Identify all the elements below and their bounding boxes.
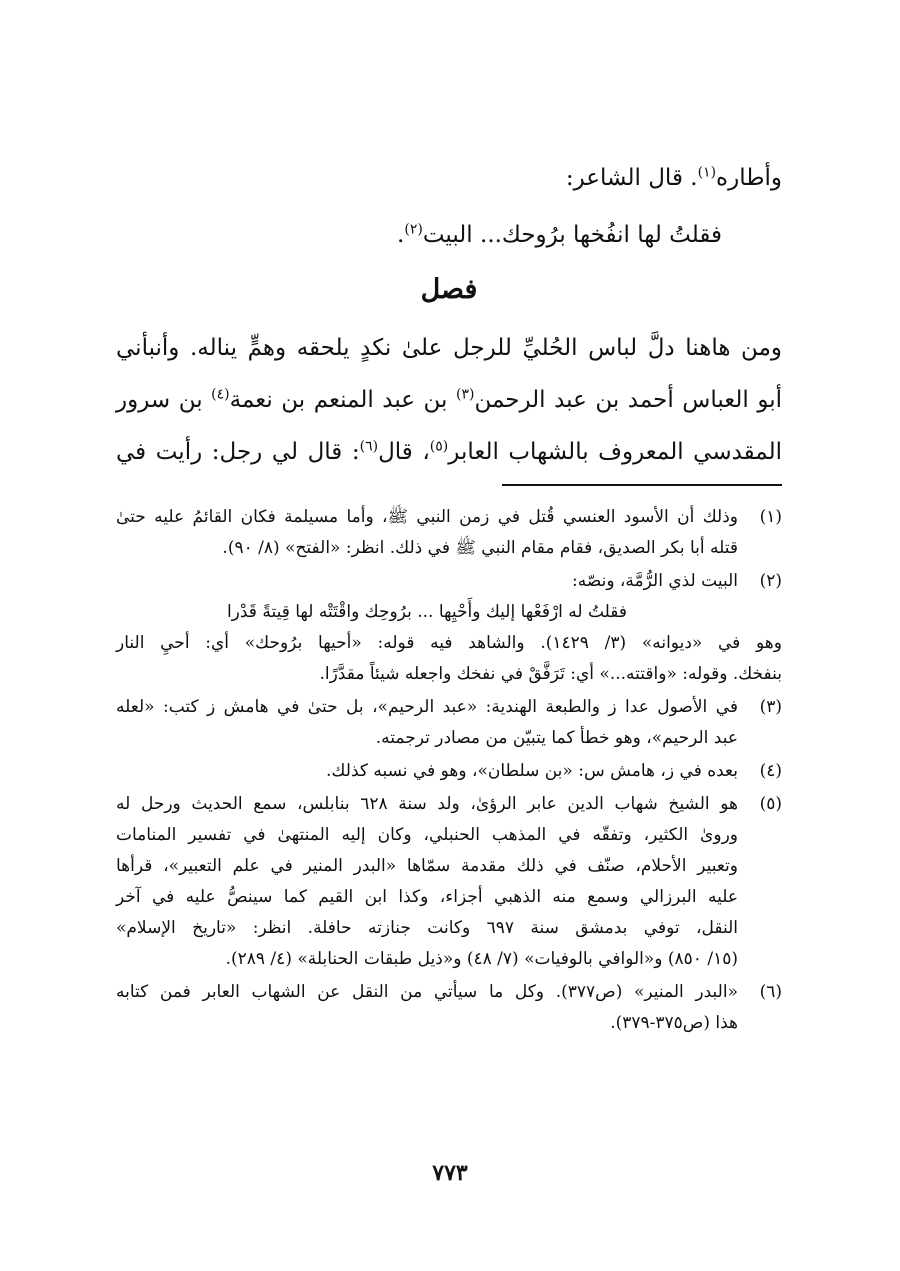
footnote-line: هذا (ص٣٧٥-٣٧٩). [610, 1013, 738, 1033]
verse-line: فقلتُ لها انفُخها برُوحك... البيت$^{(٢)}$. [397, 221, 722, 248]
footnote-number: (٥) [759, 794, 782, 814]
footnote-ref[interactable]: (٣) [455, 386, 475, 403]
footnote-line: هو الشيخ شهاب الدين عابر الرؤىٰ، ولد سنة ٦٢٨ بنابلس، سمع الحديث ورحل له [116, 794, 738, 814]
footnote-line: وذلك أن الأسود العنسي قُتل في زمن النبي ﷺ، وأما مسيلمة فكان القائمُ عليه حتىٰ [116, 507, 738, 527]
footnote-line: (١٥/ ٨٥٠) و«الوافي بالوفيات» (٧/ ٤٨) و«ذيل طبقات الحنابلة» (٤/ ٢٨٩). [225, 949, 738, 969]
footnote-line: النقل، توفي بدمشق سنة ٦٩٧ وكانت جنازته حافلة. انظر: «تاريخ الإسلام» [116, 918, 738, 938]
footnote-line: عبد الرحيم»، وهو خطأ كما يتبيّن من مصادر ترجمته. [375, 728, 738, 748]
footnote-verse: فقلتُ له ارْفَعْها إليك وأَحْيِها ... برُوحِك واقْتَتْه لها قِيتةً قَدْرا [226, 602, 628, 622]
footnote-line: بنفخك. وقوله: «واقتته...» أي: تَرَفَّقْ في نفخك واجعله شيئاً مقدَّرًا. [319, 664, 782, 684]
footnote-line: في الأصول عدا ز والطبعة الهندية: «عبد الرحيم»، بل حتىٰ في هامش ز كتب: «لعله [116, 697, 738, 717]
footnote-6 [116, 977, 782, 1039]
intro-line: وأطاره$^{(١)}$. قال الشاعر: [565, 164, 782, 191]
footnote-ref[interactable]: (٥) [429, 438, 449, 455]
footnote-number: (٦) [759, 982, 782, 1002]
footnote-ref[interactable]: (٦) [359, 438, 379, 455]
footnote-line: وهو في «ديوانه» (٣/ ١٤٢٩). والشاهد فيه قوله: «أحيها برُوحك» أي: أحيِ النار [116, 633, 782, 653]
footnote-line: البيت لذي الرُّمَّة، ونصّه: [572, 571, 738, 591]
footnote-line: عليه البرزالي وسمع منه الذهبي أجزاء، وكذا ابن القيم كما سينصُّ عليه في آخر [116, 887, 738, 907]
footnote-ref[interactable]: (١) [697, 164, 717, 181]
footnote-ref[interactable]: (٢) [404, 221, 423, 238]
footnote-line: قتله أبا بكر الصديق، فقام مقام النبي ﷺ في ذلك. انظر: «الفتح» (٨/ ٩٠). [222, 538, 738, 558]
footnote-2 [116, 566, 782, 690]
footnote-number: (١) [759, 507, 782, 527]
footnote-1 [116, 502, 782, 564]
paragraph-line-1: ومن هاهنا دلَّ لباس الحُليِّ للرجل علىٰ نكدٍ يلحقه وهمٍّ يناله. وأنبأني [116, 335, 782, 361]
footnote-number: (٣) [759, 697, 782, 717]
footnote-number: (٤) [759, 761, 782, 781]
footnote-line: «البدر المنير» (ص٣٧٧). وكل ما سيأتي من النقل عن الشهاب العابر فمن كتابه [116, 982, 738, 1002]
footnote-ref[interactable]: (٤) [211, 386, 230, 403]
footnote-3 [116, 692, 782, 754]
paragraph-line-3: المقدسي المعروف بالشهاب العابر$^{(٥)}$، قال$^{(٦)}$: قال لي رجل: رأيت في [116, 438, 783, 465]
footnote-line: وروىٰ الكثير، وتفقّه في المذهب الحنبلي، وكان إليه المنتهىٰ في تفسير المنامات [116, 825, 738, 845]
page-number: ٧٧٣ [432, 1160, 468, 1186]
footnote-line: وتعبير الأحلام، صنّف في ذلك مقدمة سمّاها «البدر المنير في علم التعبير»، قرأها [116, 856, 738, 876]
footnote-number: (٢) [759, 571, 782, 591]
footnote-separator [502, 484, 782, 486]
footnotes [116, 502, 782, 1041]
footnote-line: بعده في ز، هامش س: «بن سلطان»، وهو في نسبه كذلك. [326, 761, 738, 781]
footnote-4 [116, 756, 782, 787]
footnote-5 [116, 789, 782, 975]
section-heading: فصل [420, 274, 478, 305]
paragraph-line-2: أبو العباس أحمد بن عبد الرحمن$^{(٣)}$ بن عبد المنعم بن نعمة$^{(٤)}$ بن سرور [116, 386, 782, 413]
